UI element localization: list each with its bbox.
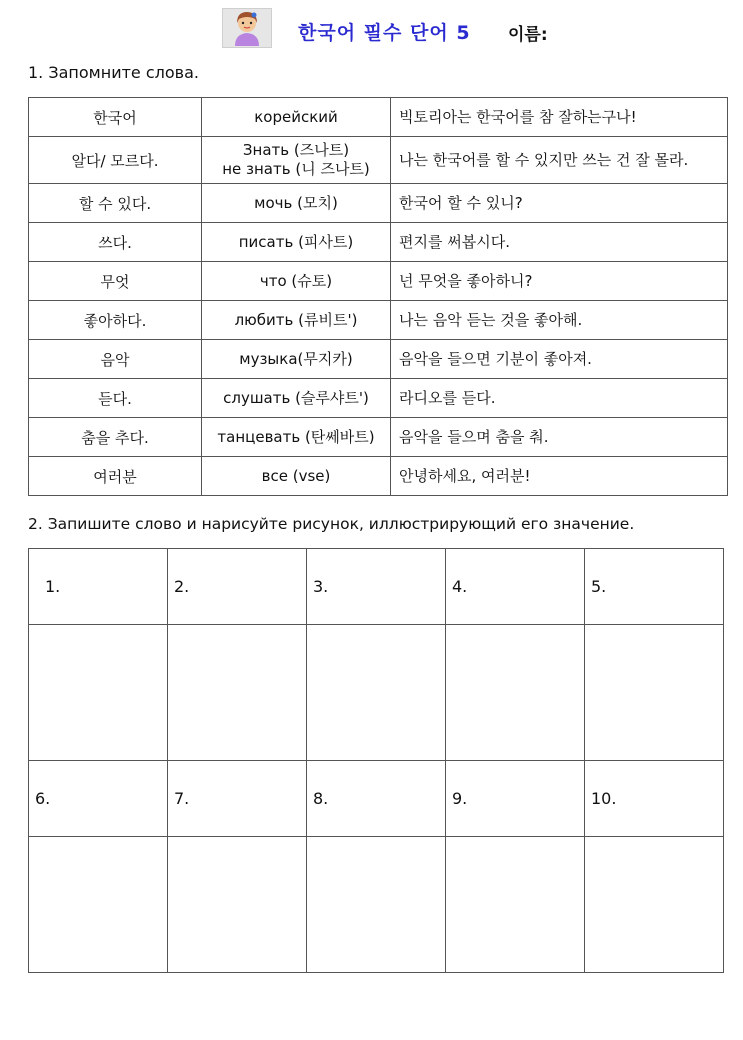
word-cell[interactable]: 5. [585, 549, 724, 625]
picture-cell[interactable] [585, 625, 724, 761]
word-row [29, 549, 724, 625]
example-sentence: 편지를 써봅시다. [391, 223, 728, 262]
korean-word: 음악 [29, 340, 202, 379]
example-sentence: 나는 음악 듣는 것을 좋아해. [391, 301, 728, 340]
russian-translation: танцевать (탄쎄바트) [202, 418, 391, 457]
picture-cell[interactable] [446, 625, 585, 761]
word-cell[interactable]: 1. [29, 549, 168, 625]
korean-word: 듣다. [29, 379, 202, 418]
table-row [29, 379, 728, 418]
picture-cell[interactable] [29, 625, 168, 761]
russian-translation: любить (류비트') [202, 301, 391, 340]
word-cell[interactable]: 2. [168, 549, 307, 625]
worksheet-header [222, 8, 582, 48]
table-row [29, 223, 728, 262]
picture-cell[interactable] [168, 837, 307, 973]
korean-word: 여러분 [29, 457, 202, 496]
example-sentence: 빅토리아는 한국어를 참 잘하는구나! [391, 98, 728, 137]
picture-cell[interactable] [307, 837, 446, 973]
korean-word: 무엇 [29, 262, 202, 301]
korean-word: 좋아하다. [29, 301, 202, 340]
picture-row [29, 837, 724, 973]
table-row [29, 262, 728, 301]
table-row [29, 184, 728, 223]
word-cell[interactable]: 9. [446, 761, 585, 837]
table-row [29, 137, 728, 184]
example-sentence: 음악을 들으며 춤을 춰. [391, 418, 728, 457]
table-row [29, 418, 728, 457]
russian-translation: Знать (즈나트) не знать (니 즈나트) [202, 137, 391, 184]
worksheet-title: 한국어 필수 단어 5 [298, 22, 471, 44]
girl-cartoon-logo [222, 8, 272, 48]
picture-cell[interactable] [446, 837, 585, 973]
picture-cell[interactable] [585, 837, 724, 973]
russian-translation: писать (피사트) [202, 223, 391, 262]
example-sentence: 안녕하세요, 여러분! [391, 457, 728, 496]
word-cell[interactable]: 6. [29, 761, 168, 837]
table-row [29, 340, 728, 379]
russian-translation: корейский [202, 98, 391, 137]
word-cell[interactable]: 3. [307, 549, 446, 625]
picture-row [29, 625, 724, 761]
word-cell[interactable]: 8. [307, 761, 446, 837]
table-row [29, 98, 728, 137]
korean-word: 쓰다. [29, 223, 202, 262]
example-sentence: 음악을 들으면 기분이 좋아져. [391, 340, 728, 379]
table-row [29, 457, 728, 496]
name-label: 이름: [508, 25, 548, 45]
russian-translation: слушать (슬루샤트') [202, 379, 391, 418]
russian-translation: все (vse) [202, 457, 391, 496]
word-cell[interactable]: 7. [168, 761, 307, 837]
section-1-title: 1. Запомните слова. [28, 63, 199, 82]
word-row [29, 761, 724, 837]
picture-cell[interactable] [307, 625, 446, 761]
example-sentence: 라디오를 듣다. [391, 379, 728, 418]
example-sentence: 넌 무엇을 좋아하니? [391, 262, 728, 301]
russian-translation: мочь (모치) [202, 184, 391, 223]
example-sentence: 나는 한국어를 할 수 있지만 쓰는 건 잘 몰라. [391, 137, 728, 184]
word-cell[interactable]: 4. [446, 549, 585, 625]
picture-cell[interactable] [168, 625, 307, 761]
russian-translation: что (슈토) [202, 262, 391, 301]
drawing-grid [28, 548, 724, 973]
picture-cell[interactable] [29, 837, 168, 973]
section-2-title: 2. Запишите слово и нарисуйте рисунок, иллюстрирующий его значение. [28, 515, 635, 533]
korean-word: 알다/ 모르다. [29, 137, 202, 184]
korean-word: 한국어 [29, 98, 202, 137]
vocabulary-table [28, 97, 728, 496]
example-sentence: 한국어 할 수 있니? [391, 184, 728, 223]
korean-word: 할 수 있다. [29, 184, 202, 223]
word-cell[interactable]: 10. [585, 761, 724, 837]
russian-translation: музыка(무지카) [202, 340, 391, 379]
table-row [29, 301, 728, 340]
korean-word: 춤을 추다. [29, 418, 202, 457]
